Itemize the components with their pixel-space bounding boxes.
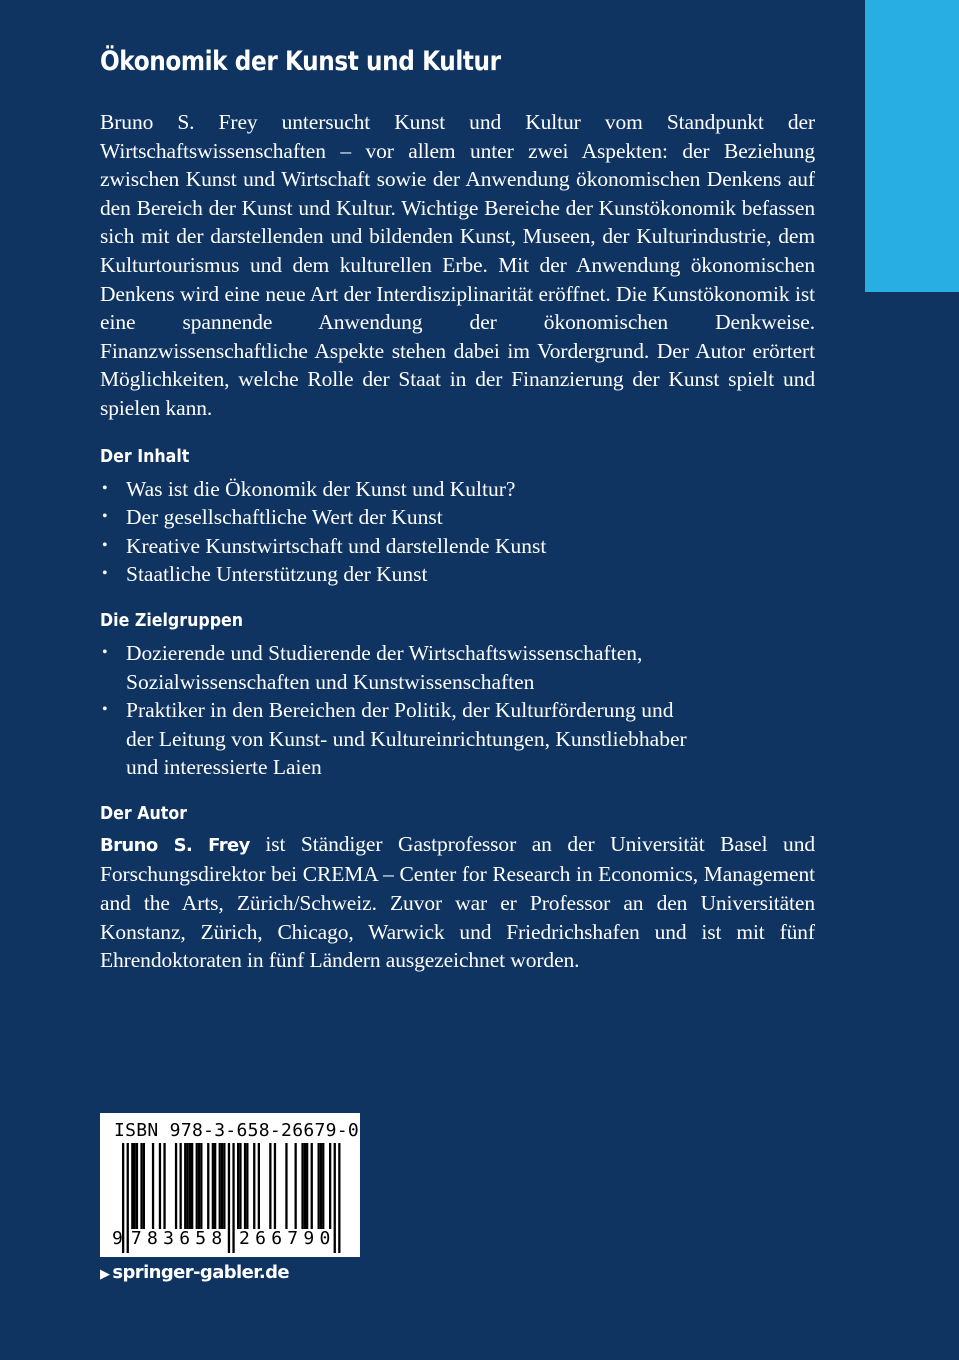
barcode-bar (301, 1143, 303, 1229)
barcode-bar (322, 1143, 324, 1229)
barcode-bar (223, 1143, 225, 1229)
bullet-icon: • (102, 701, 108, 719)
barcode-bar (212, 1143, 214, 1229)
barcode-bar (239, 1143, 241, 1229)
barcode-bar (214, 1143, 216, 1229)
bullet-icon: • (102, 536, 108, 554)
barcode-bar (237, 1143, 239, 1229)
barcode-digit: 9 (112, 1228, 123, 1249)
section-zielgruppen (100, 607, 815, 782)
list-item (100, 560, 815, 589)
list-item-text: Dozierende und Studierende der Wirtschaftswissenschaften, Sozialwissenschaften und Kunstwissenschaften (126, 640, 643, 694)
bullet-icon: • (102, 479, 108, 497)
barcode-bar (136, 1143, 138, 1229)
barcode-bar (196, 1143, 198, 1229)
inhalt-list (100, 475, 815, 589)
barcode-bar (274, 1143, 276, 1229)
zielgruppen-list (100, 639, 815, 782)
barcode-bar (163, 1143, 165, 1229)
book-title: Ökonomik der Kunst und Kultur (100, 46, 501, 77)
list-item-text: Staatliche Unterstützung der Kunst (126, 562, 428, 587)
barcode-bar (186, 1143, 188, 1229)
barcode-bar (269, 1143, 271, 1229)
barcode-bar (198, 1143, 200, 1229)
barcode-digit: 2 (239, 1228, 250, 1249)
book-description: Bruno S. Frey untersucht Kunst und Kultur vom Standpunkt der Wirtschaftswissenschaften – vor allem unter zwei Aspekten: der Beziehung zwischen Kunst und Wirtschaft sowie der Anwendung ökonomischen Denkens auf den Bereich der Kunst und Kultur. Wichtige Bereiche der Kunstökonomik befassen sich mit der darstellenden und bildenden Kunst, Museen, der Kulturindustrie, dem Kulturtourismus und dem kulturellen Erbe. Mit der Anwendung ökonomischen Denkens wird eine neue Art der Interdisziplinarität eröffnet. Die Kunstökonomik ist eine spannende Anwendung der ökonomischen Denkweise. Finanzwissenschaftliche Aspekte stehen dabei im Vordergrund. Der Autor erörtert Möglichkeiten, welche Rolle der Staat in der Finanzierung der Kunst spielt und spielen kann. (100, 110, 815, 420)
isbn-barcode (100, 1113, 360, 1257)
barcode-bar (175, 1143, 177, 1229)
arrow-right-icon: ▶ (100, 1267, 110, 1282)
section-heading-inhalt: Der Inhalt (100, 445, 190, 467)
list-item (100, 532, 815, 561)
barcode-digit: 7 (287, 1228, 299, 1249)
barcode-digit: 9 (303, 1228, 315, 1249)
barcode-digit: 8 (147, 1228, 158, 1249)
barcode-bar (152, 1143, 154, 1229)
list-item-text: Praktiker in den Bereichen der Politik, der Kulturförderung und der Leitung von Kunst- und Kultureinrichtungen, Kunstliebhaber und interessierte Laien (126, 698, 687, 780)
barcode-bar (258, 1143, 260, 1229)
barcode-bar (304, 1143, 306, 1229)
barcode-bar (318, 1143, 320, 1229)
barcode-bar (134, 1143, 136, 1229)
barcode-bar (311, 1143, 313, 1229)
section-heading-zielgruppen: Die Zielgruppen (100, 609, 244, 631)
barcode-bar (253, 1143, 255, 1229)
barcode-digit: 6 (179, 1228, 191, 1249)
barcode-bar (159, 1143, 161, 1229)
barcode-digit: 5 (195, 1228, 207, 1249)
barcode-digit: 8 (211, 1228, 223, 1249)
barcode-bar (180, 1143, 182, 1229)
list-item (100, 475, 815, 504)
bullet-icon: • (102, 508, 108, 526)
barcode-bar (189, 1143, 191, 1229)
list-item-text: Der gesellschaftliche Wert der Kunst (126, 505, 443, 530)
list-item-text: Kreative Kunstwirtschaft und darstellende Kunst (126, 533, 547, 558)
accent-bar (865, 0, 959, 292)
author-bio (100, 830, 815, 975)
barcode-bar (219, 1143, 221, 1229)
barcode-digit: 3 (163, 1228, 174, 1249)
barcode-bar (143, 1143, 145, 1229)
barcode-digit: 7 (130, 1228, 142, 1249)
barcode-digits (100, 1228, 360, 1254)
back-cover-content (100, 40, 815, 975)
barcode-digit: 6 (255, 1228, 266, 1249)
barcode-bar (320, 1143, 322, 1229)
barcode-bar (184, 1143, 186, 1229)
barcode-bar (200, 1143, 202, 1229)
barcode-bar (246, 1143, 248, 1229)
barcode-bar (285, 1143, 287, 1229)
section-inhalt (100, 443, 815, 589)
isbn-label: ISBN 978-3-658-26679-0 (114, 1120, 360, 1141)
barcode-bar (306, 1143, 308, 1229)
barcode-digit: 0 (319, 1228, 331, 1249)
barcode-bar (244, 1143, 246, 1229)
author-name: Bruno S. Frey (100, 834, 250, 856)
author-bio-text: ist Ständiger Gastprofessor an der Universität Basel und Forschungsdirektor bei CREMA – Center for Research in Economics, Management and the Arts, Zürich/Schweiz. Zuvor war er Professor an den Universitäten Konstanz, Zürich, Chicago, Warwick und Friedrichshafen und ist mit fünf Ehrendoktoraten in fünf Ländern ausgezeichnet worden. (100, 831, 815, 973)
section-heading-autor: Der Autor (100, 802, 188, 824)
barcode-bar (329, 1143, 331, 1229)
list-item (100, 503, 815, 532)
barcode-bar (131, 1143, 133, 1229)
barcode-digit: 6 (271, 1228, 283, 1249)
list-item (100, 639, 706, 696)
publisher-website[interactable] (100, 1262, 289, 1283)
bullet-icon: • (102, 565, 108, 583)
bullet-icon: • (102, 643, 108, 661)
barcode-bar (295, 1143, 297, 1229)
barcode-bar (140, 1143, 142, 1229)
barcode-bar (221, 1143, 223, 1229)
section-autor (100, 800, 815, 975)
website-link[interactable]: springer-gabler.de (112, 1262, 290, 1283)
list-item-text: Was ist die Ökonomik der Kunst und Kultur? (126, 476, 516, 501)
barcode-bar (191, 1143, 193, 1229)
barcode-bar (207, 1143, 209, 1229)
list-item (100, 696, 706, 782)
